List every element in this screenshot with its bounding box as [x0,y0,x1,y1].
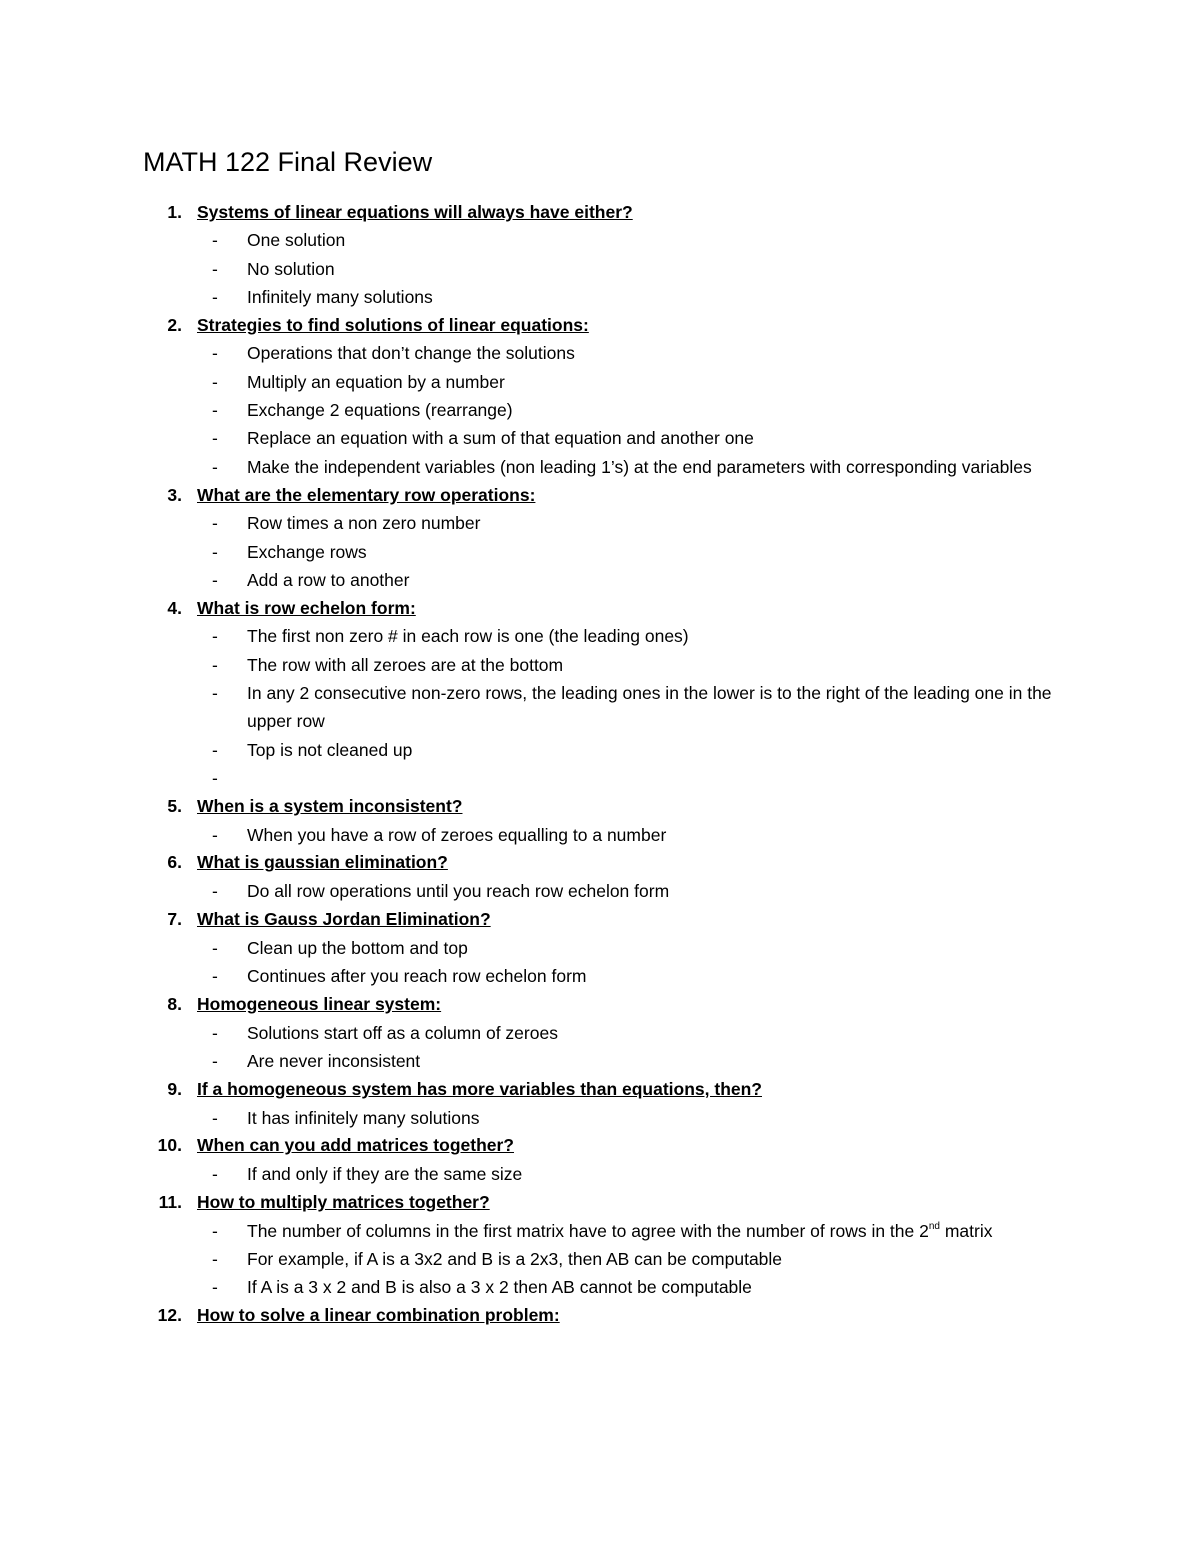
answer-item [0,1160,1200,1188]
question-number: 6. [167,852,182,873]
question-number: 1. [167,201,182,222]
question-number: 4. [167,597,182,618]
dash-bullet: - [212,1107,218,1128]
question-number: 7. [167,909,182,930]
question-text: How to solve a linear combination problem: [197,1305,560,1326]
answer-item [0,962,1200,990]
dash-bullet: - [212,343,218,364]
answer-item [0,538,1200,566]
question-item [0,990,1200,1018]
answer-item [0,877,1200,905]
answer-text-part: matrix [939,1220,993,1241]
dash-bullet: - [212,230,218,251]
question-item [0,1132,1200,1160]
answer-text: Multiply an equation by a number [247,371,505,392]
answer-text: Are never inconsistent [247,1050,421,1071]
dash-bullet: - [212,654,218,675]
answer-text: Row times a non zero number [247,513,481,534]
question-text: What is row echelon form: [197,597,416,618]
answer-text: The first non zero # in each row is one (the leading ones) [247,626,689,647]
dash-bullet: - [212,626,218,647]
question-number: 12. [157,1305,182,1326]
answer-item [0,1104,1200,1132]
answer-text: If A is a 3 x 2 and B is also a 3 x 2 then AB cannot be computable [247,1277,752,1298]
dash-bullet: - [212,683,218,704]
answer-text: Top is not cleaned up [247,739,413,760]
answer-text: It has infinitely many solutions [247,1107,480,1128]
question-number: 9. [167,1078,182,1099]
answer-item [0,622,1200,650]
answer-item [0,226,1200,254]
answer-item [0,566,1200,594]
dash-bullet: - [212,286,218,307]
answer-text: Exchange rows [247,541,367,562]
question-item [0,594,1200,622]
question-number: 8. [167,993,182,1014]
answer-item [0,679,1200,736]
dash-bullet: - [212,767,218,788]
dash-bullet: - [212,1022,218,1043]
question-item [0,849,1200,877]
answer-item [0,368,1200,396]
question-number: 3. [167,484,182,505]
answer-item [0,1217,1200,1245]
answer-text: Continues after you reach row echelon form [247,966,587,987]
question-item [0,1302,1200,1330]
dash-bullet: - [212,1050,218,1071]
dash-bullet: - [212,966,218,987]
answer-text: Add a row to another [247,569,410,590]
answer-item [0,339,1200,367]
dash-bullet: - [212,258,218,279]
answer-text: One solution [247,230,346,251]
question-item [0,198,1200,226]
answer-text: Operations that don’t change the solutions [247,343,575,364]
answer-item [0,1019,1200,1047]
question-text: When can you add matrices together? [197,1135,514,1156]
answer-item [0,934,1200,962]
answer-text: Solutions start off as a column of zeroes [247,1022,558,1043]
answer-item [0,736,1200,764]
answer-item [0,396,1200,424]
answer-item [0,283,1200,311]
question-item [0,1075,1200,1103]
answer-text: Replace an equation with a sum of that equation and another one [247,428,754,449]
question-text: What are the elementary row operations: [197,484,536,505]
review-list [0,198,1200,1330]
question-item [0,1188,1200,1216]
answer-item [0,651,1200,679]
answer-text: When you have a row of zeroes equalling to a number [247,824,667,845]
answer-item [0,453,1200,481]
page-title: MATH 122 Final Review [143,147,433,177]
dash-bullet: - [212,1164,218,1185]
answer-text: Infinitely many solutions [247,286,433,307]
answer-item [0,509,1200,537]
question-text: Systems of linear equations will always have either? [197,201,633,222]
question-number: 11. [158,1192,182,1213]
question-text: What is gaussian elimination? [197,852,448,873]
answer-item [0,255,1200,283]
ordinal-superscript: nd [928,1220,940,1232]
dash-bullet: - [212,739,218,760]
question-text: How to multiply matrices together? [197,1192,490,1213]
answer-text: For example, if A is a 3x2 and B is a 2x3, then AB can be computable [247,1248,783,1269]
question-text: Strategies to find solutions of linear equations: [197,314,589,335]
answer-item [0,424,1200,452]
dash-bullet: - [212,937,218,958]
question-number: 2. [167,314,182,335]
question-item [0,481,1200,509]
answer-text: The row with all zeroes are at the bottom [247,654,564,675]
question-number: 10. [157,1135,182,1156]
dash-bullet: - [212,881,218,902]
answer-text: Clean up the bottom and top [247,937,468,958]
dash-bullet: - [212,428,218,449]
dash-bullet: - [212,456,218,477]
answer-text: Make the independent variables (non leading 1’s) at the end parameters with corresponding variables [247,456,1032,477]
answer-text [247,1217,1077,1245]
answer-text [247,764,1077,792]
dash-bullet: - [212,824,218,845]
answer-item [0,1273,1200,1301]
dash-bullet: - [212,513,218,534]
answer-text: If and only if they are the same size [247,1164,523,1185]
question-text: When is a system inconsistent? [197,795,463,816]
answer-text: In any 2 consecutive non-zero rows, the leading ones in the lower is to the right of the leading one in the upper row [247,683,1052,732]
answer-item [0,1245,1200,1273]
dash-bullet: - [212,1248,218,1269]
answer-item [0,764,1200,792]
answer-text: Do all row operations until you reach row echelon form [247,881,670,902]
dash-bullet: - [212,541,218,562]
question-item [0,311,1200,339]
answer-item [0,1047,1200,1075]
answer-text-part: The number of columns in the first matrix have to agree with the number of rows in the 2 [247,1220,929,1241]
dash-bullet: - [212,400,218,421]
question-number: 5. [167,795,182,816]
dash-bullet: - [212,569,218,590]
answer-text: No solution [247,258,335,279]
answer-item [0,821,1200,849]
question-text: Homogeneous linear system: [197,993,442,1014]
answer-text: Exchange 2 equations (rearrange) [247,400,513,421]
dash-bullet: - [212,371,218,392]
dash-bullet: - [212,1220,218,1241]
dash-bullet: - [212,1277,218,1298]
question-item [0,792,1200,820]
question-item [0,905,1200,933]
question-text: If a homogeneous system has more variables than equations, then? [197,1078,762,1099]
question-text: What is Gauss Jordan Elimination? [197,909,491,930]
